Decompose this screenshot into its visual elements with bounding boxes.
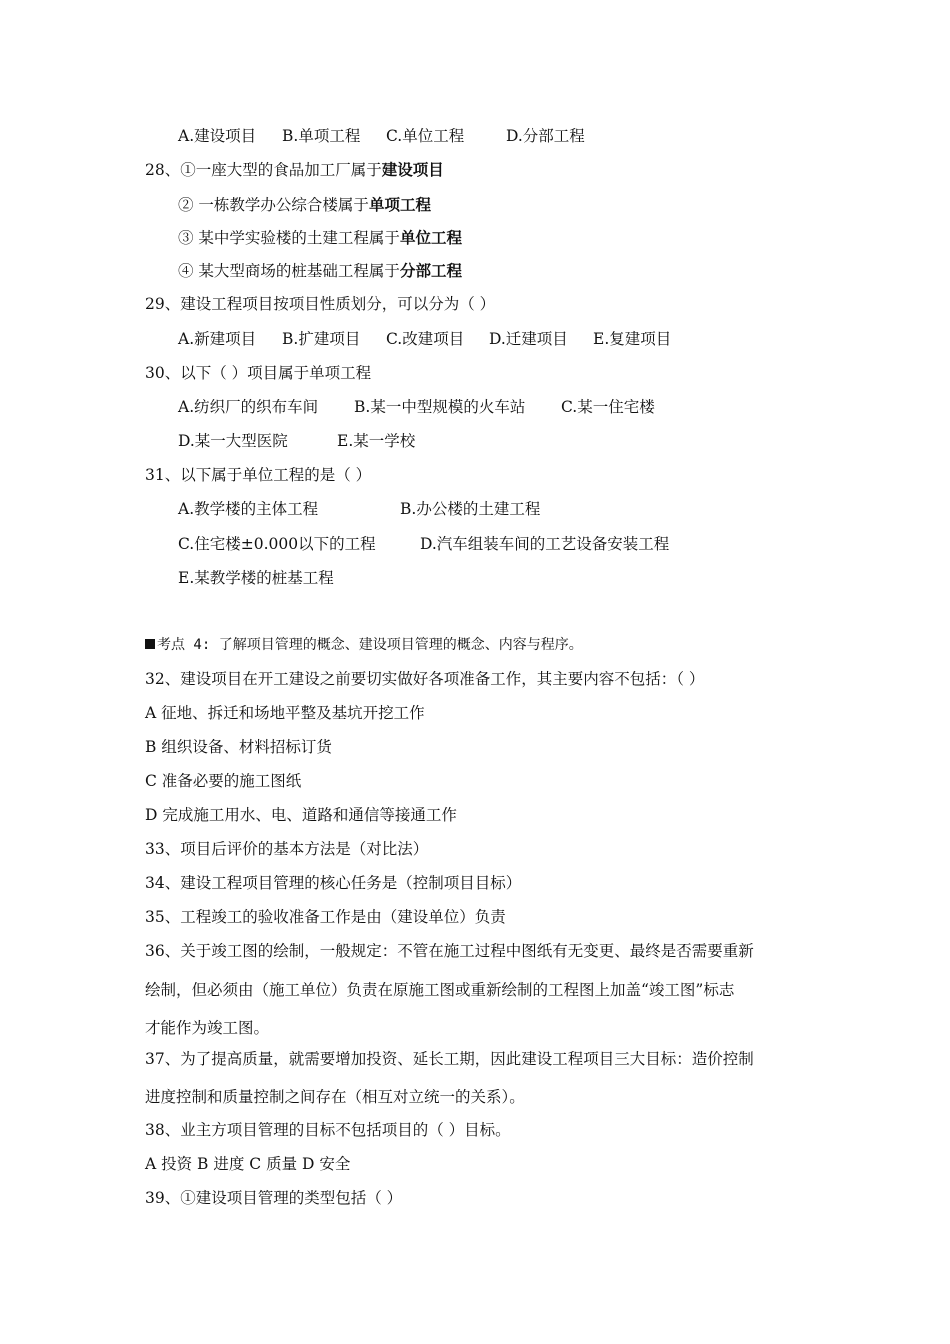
q29-option-b: B.扩建项目 — [282, 330, 361, 348]
q31-option-a: A.教学楼的主体工程 — [178, 500, 319, 518]
q30-stem: 30、以下（ ）项目属于单项工程 — [145, 364, 372, 382]
q28-number: 28、 — [145, 161, 181, 179]
q28-line-3: ③ 某中学实验楼的土建工程属于单位工程 — [178, 228, 462, 247]
q38-options: A 投资 B 进度 C 质量 D 安全 — [145, 1155, 351, 1173]
q32-option-c: C 准备必要的施工图纸 — [145, 772, 302, 790]
q32-option-a: A 征地、拆迁和场地平整及基坑开挖工作 — [145, 704, 425, 722]
q32-option-d: D 完成施工用水、电、道路和通信等接通工作 — [145, 806, 457, 824]
q28-line-4: ④ 某大型商场的桩基础工程属于分部工程 — [178, 261, 462, 280]
q31-option-d: D.汽车组装车间的工艺设备安装工程 — [420, 535, 670, 553]
q30-option-c: C.某一住宅楼 — [561, 398, 655, 416]
q28-line-2: ② 一栋教学办公综合楼属于单项工程 — [178, 195, 431, 214]
q29-option-a: A.新建项目 — [178, 330, 257, 348]
q29-stem: 29、建设工程项目按项目性质划分，可以分为（ ） — [145, 295, 496, 313]
q31-option-b: B.办公楼的土建工程 — [400, 500, 541, 518]
q31-option-e: E.某教学楼的桩基工程 — [178, 569, 334, 587]
q30-option-a: A.纺织厂的织布车间 — [178, 398, 319, 416]
q28-line-1: 28、①一座大型的食品加工厂属于建设项目 — [145, 160, 444, 179]
q31-option-c: C.住宅楼±0.000以下的工程 — [178, 535, 376, 553]
q32-option-b: B 组织设备、材料招标订货 — [145, 738, 332, 756]
q29-option-e: E.复建项目 — [593, 330, 672, 348]
q37-line-1: 37、为了提高质量，就需要增加投资、延长工期，因此建设工程项目三大目标：造价控制 — [145, 1050, 754, 1068]
q27-option-a: A.建设项目 — [178, 127, 257, 145]
q36-line-3: 才能作为竣工图。 — [145, 1019, 270, 1037]
q33: 33、项目后评价的基本方法是（对比法） — [145, 840, 429, 858]
q31-stem: 31、以下属于单位工程的是（ ） — [145, 466, 372, 484]
q34: 34、建设工程项目管理的核心任务是（控制项目目标） — [145, 874, 522, 892]
q29-option-c: C.改建项目 — [386, 330, 465, 348]
q29-option-d: D.迁建项目 — [489, 330, 568, 348]
q36-line-2: 绘制，但必须由（施工单位）负责在原施工图或重新绘制的工程图上加盖“竣工图”标志 — [145, 981, 735, 999]
q27-option-b: B.单项工程 — [282, 127, 361, 145]
q27-option-c: C.单位工程 — [386, 127, 465, 145]
q35: 35、工程竣工的验收准备工作是由（建设单位）负责 — [145, 908, 506, 926]
q30-option-e: E.某一学校 — [337, 432, 416, 450]
q38-stem: 38、业主方项目管理的目标不包括项目的（ ）目标。 — [145, 1121, 511, 1139]
q39: 39、①建设项目管理的类型包括（ ） — [145, 1189, 403, 1207]
section-heading-4: 考点 4: 了解项目管理的概念、建设项目管理的概念、内容与程序。 — [145, 635, 583, 655]
q30-option-b: B.某一中型规模的火车站 — [354, 398, 526, 416]
q36-line-1: 36、关于竣工图的绘制，一般规定：不管在施工过程中图纸有无变更、最终是否需要重新 — [145, 942, 754, 960]
black-square-bullet-icon — [145, 639, 155, 649]
q27-option-d: D.分部工程 — [506, 127, 585, 145]
q30-option-d: D.某一大型医院 — [178, 432, 288, 450]
q32-stem: 32、建设项目在开工建设之前要切实做好各项准备工作，其主要内容不包括：（ ） — [145, 670, 705, 688]
q37-line-2: 进度控制和质量控制之间存在（相互对立统一的关系）。 — [145, 1088, 525, 1106]
